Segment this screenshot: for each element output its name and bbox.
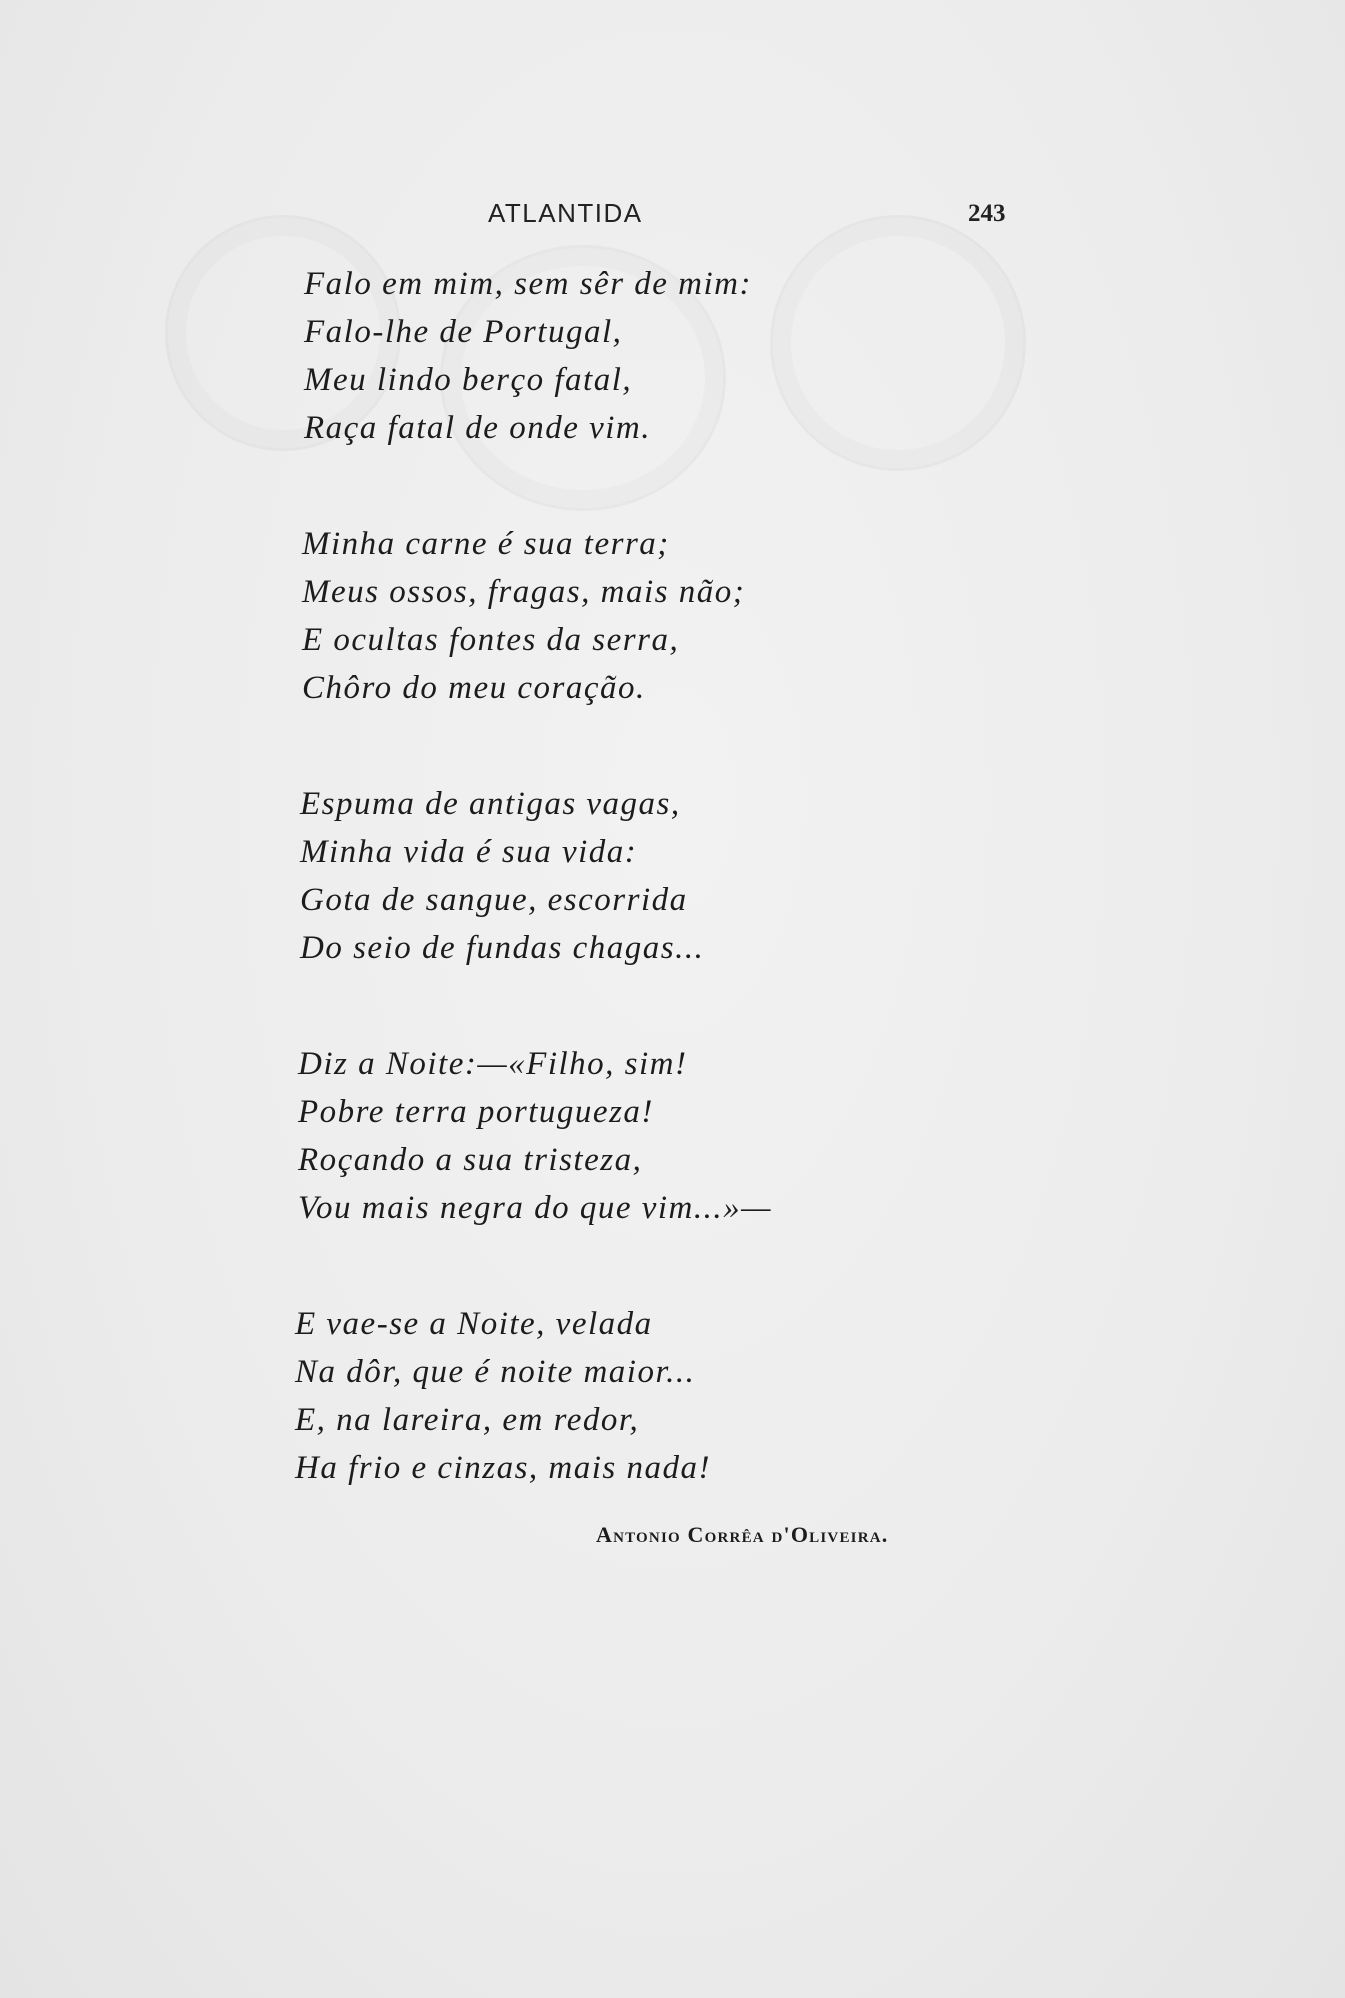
poem-line: Raça fatal de onde vim. — [304, 410, 652, 446]
stanza-1 — [304, 260, 1000, 452]
poem-line: Minha carne é sua terra; — [302, 526, 670, 562]
page-number: 243 — [968, 200, 1006, 227]
running-title: ATLANTIDA — [488, 198, 643, 228]
stanza-5 — [295, 1300, 1000, 1492]
poem-line: Meu lindo berço fatal, — [304, 362, 633, 398]
poem-line: Meus ossos, fragas, mais não; — [302, 574, 746, 610]
poem-line: Espuma de antigas vagas, — [300, 786, 681, 822]
poem-line: Ha frio e cinzas, mais nada! — [295, 1450, 711, 1486]
poem — [295, 260, 1000, 1560]
stanza-3 — [300, 780, 1000, 972]
poem-line: Falo em mim, sem sêr de mim: — [304, 266, 753, 302]
poem-line: Gota de sangue, escorrida — [300, 882, 688, 918]
poem-line: Na dôr, que é noite maior... — [295, 1354, 696, 1390]
poem-line: E vae-se a Noite, velada — [295, 1306, 653, 1342]
poem-line: E ocultas fontes da serra, — [302, 622, 680, 658]
author-signature: Antonio Corrêa d'Oliveira. — [596, 1522, 889, 1547]
stanza-2 — [302, 520, 1000, 712]
poem-line: Falo-lhe de Portugal, — [304, 314, 623, 350]
poem-line: Do seio de fundas chagas... — [300, 930, 705, 966]
running-head — [0, 198, 1345, 234]
poem-line: Minha vida é sua vida: — [300, 834, 638, 870]
poem-line: Pobre terra portugueza! — [298, 1094, 654, 1130]
poem-line: Chôro do meu coração. — [302, 670, 646, 706]
poem-line: E, na lareira, em redor, — [295, 1402, 640, 1438]
stanza-4 — [298, 1040, 1000, 1232]
poem-line: Diz a Noite:—«Filho, sim! — [298, 1046, 688, 1082]
poem-line: Roçando a sua tristeza, — [298, 1142, 643, 1178]
poem-line: Vou mais negra do que vim...»— — [298, 1190, 772, 1226]
